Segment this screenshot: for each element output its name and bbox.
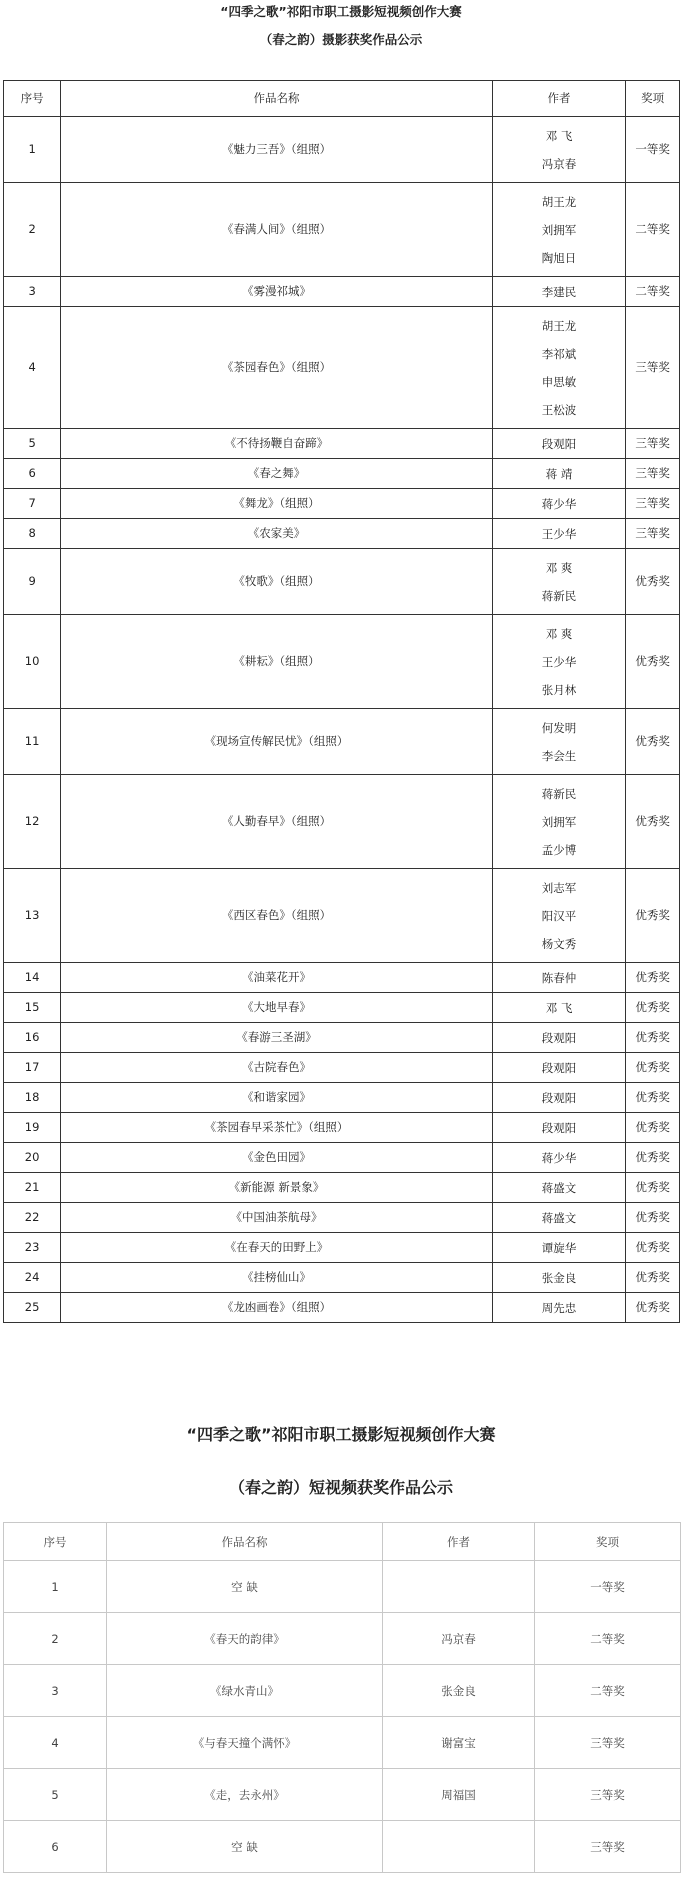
cell-award: 一等奖: [535, 1561, 681, 1613]
cell-no: 12: [4, 775, 61, 869]
cell-title: 《牧歌》（组照）: [61, 549, 493, 615]
cell-title: 《不待扬鞭自奋蹄》: [61, 429, 493, 459]
table-row: [4, 307, 680, 429]
table-header-row: [4, 81, 680, 117]
table-row: [4, 1821, 681, 1873]
cell-author: 周福国: [383, 1769, 535, 1821]
cell-title: 《西区春色》（组照）: [61, 869, 493, 963]
author-name: 蒋新民: [541, 588, 577, 603]
author-name: 邓 爽: [545, 560, 573, 575]
table-row: [4, 1173, 680, 1203]
header-award: 奖项: [626, 81, 680, 117]
cell-award: 优秀奖: [626, 993, 680, 1023]
cell-no: 15: [4, 993, 61, 1023]
cell-no: 14: [4, 963, 61, 993]
cell-no: 2: [4, 1613, 107, 1665]
author-name: 孟少博: [541, 842, 577, 857]
cell-award: 优秀奖: [626, 1053, 680, 1083]
author-name: 何发明: [541, 720, 577, 735]
cell-title: 《走，去永州》: [107, 1769, 383, 1821]
cell-no: 6: [4, 459, 61, 489]
cell-title: 空 缺: [107, 1821, 383, 1873]
cell-no: 6: [4, 1821, 107, 1873]
cell-no: 4: [4, 307, 61, 429]
table-row: [4, 615, 680, 709]
cell-award: 优秀奖: [626, 963, 680, 993]
author-name: 王少华: [541, 526, 577, 541]
cell-award: 三等奖: [626, 459, 680, 489]
author-name: 冯京春: [541, 156, 577, 171]
cell-award: 优秀奖: [626, 1023, 680, 1053]
author-name: 王松波: [541, 402, 577, 417]
cell-authors: [492, 489, 626, 519]
cell-no: 13: [4, 869, 61, 963]
cell-no: 1: [4, 1561, 107, 1613]
cell-author: 谢富宝: [383, 1717, 535, 1769]
table-row: [4, 869, 680, 963]
cell-authors: [492, 1143, 626, 1173]
cell-title: 《舞龙》（组照）: [61, 489, 493, 519]
cell-authors: [492, 709, 626, 775]
table-row: [4, 993, 680, 1023]
cell-authors: [492, 615, 626, 709]
cell-award: 优秀奖: [626, 869, 680, 963]
author-name: 蒋 靖: [545, 466, 573, 481]
table-row: [4, 489, 680, 519]
table-row: [4, 1263, 680, 1293]
cell-no: 16: [4, 1023, 61, 1053]
cell-award: 二等奖: [626, 183, 680, 277]
cell-no: 11: [4, 709, 61, 775]
cell-no: 21: [4, 1173, 61, 1203]
cell-award: 优秀奖: [626, 1143, 680, 1173]
table-header-row: [4, 1523, 681, 1561]
cell-award: 三等奖: [626, 489, 680, 519]
cell-title: 《在春天的田野上》: [61, 1233, 493, 1263]
table-row: [4, 1561, 681, 1613]
cell-award: 三等奖: [535, 1821, 681, 1873]
author-name: 陶旭日: [541, 250, 577, 265]
photo-awards-subtitle: （春之韵）摄影获奖作品公示: [259, 32, 423, 47]
cell-title: 《中国油茶航母》: [61, 1203, 493, 1233]
author-name: 段观阳: [541, 1120, 577, 1135]
cell-authors: [492, 1083, 626, 1113]
cell-title: 《春游三圣湖》: [61, 1023, 493, 1053]
cell-award: 三等奖: [626, 307, 680, 429]
cell-authors: [492, 1053, 626, 1083]
table-row: [4, 1113, 680, 1143]
cell-award: 优秀奖: [626, 1173, 680, 1203]
cell-author: [383, 1821, 535, 1873]
cell-title: 《春之舞》: [61, 459, 493, 489]
cell-authors: [492, 1233, 626, 1263]
author-name: 张月林: [541, 682, 577, 697]
author-name: 阳汉平: [541, 908, 577, 923]
table-row: [4, 459, 680, 489]
author-name: 邓 飞: [545, 128, 573, 143]
cell-award: 优秀奖: [626, 1293, 680, 1323]
table-row: [4, 1143, 680, 1173]
header-no: 序号: [4, 81, 61, 117]
header-author: 作者: [383, 1523, 535, 1561]
cell-no: 22: [4, 1203, 61, 1233]
cell-no: 18: [4, 1083, 61, 1113]
author-name: 陈春仲: [541, 970, 577, 985]
author-name: 蒋盛文: [541, 1210, 577, 1225]
cell-title: 《挂榜仙山》: [61, 1263, 493, 1293]
cell-title: 《和谐家园》: [61, 1083, 493, 1113]
cell-no: 5: [4, 1769, 107, 1821]
author-name: 周先忠: [541, 1300, 577, 1315]
table-row: [4, 277, 680, 307]
author-name: 胡王龙: [541, 194, 577, 209]
cell-award: 优秀奖: [626, 549, 680, 615]
table-row: [4, 1023, 680, 1053]
cell-authors: [492, 459, 626, 489]
author-name: 蒋少华: [541, 496, 577, 511]
author-name: 刘志军: [541, 880, 577, 895]
cell-title: 《耕耘》（组照）: [61, 615, 493, 709]
cell-title: 《现场宣传解民忧》（组照）: [61, 709, 493, 775]
table-row: [4, 709, 680, 775]
author-name: 王少华: [541, 654, 577, 669]
header-title: 作品名称: [107, 1523, 383, 1561]
photo-awards-table: [3, 80, 680, 1323]
author-name: 李建民: [541, 284, 577, 299]
cell-title: 《魅力三吾》（组照）: [61, 117, 493, 183]
cell-no: 7: [4, 489, 61, 519]
cell-no: 24: [4, 1263, 61, 1293]
table-row: [4, 1233, 680, 1263]
cell-no: 25: [4, 1293, 61, 1323]
cell-no: 17: [4, 1053, 61, 1083]
cell-award: 三等奖: [535, 1717, 681, 1769]
cell-authors: [492, 1113, 626, 1143]
header-title: 作品名称: [61, 81, 493, 117]
cell-award: 优秀奖: [626, 775, 680, 869]
cell-authors: [492, 549, 626, 615]
author-name: 谭旋华: [541, 1240, 577, 1255]
cell-title: 《春天的韵律》: [107, 1613, 383, 1665]
cell-title: 《古院春色》: [61, 1053, 493, 1083]
author-name: 杨文秀: [541, 936, 577, 951]
table-row: [4, 549, 680, 615]
cell-title: 《雾漫祁城》: [61, 277, 493, 307]
cell-no: 5: [4, 429, 61, 459]
table-row: [4, 1613, 681, 1665]
photo-awards-title: “四季之歌”祁阳市职工摄影短视频创作大赛: [220, 4, 462, 19]
table-row: [4, 1717, 681, 1769]
author-name: 张金良: [541, 1270, 577, 1285]
cell-award: 一等奖: [626, 117, 680, 183]
table-row: [4, 429, 680, 459]
cell-title: 《与春天撞个满怀》: [107, 1717, 383, 1769]
cell-authors: [492, 1263, 626, 1293]
table-row: [4, 1769, 681, 1821]
cell-award: 优秀奖: [626, 1113, 680, 1143]
cell-no: 19: [4, 1113, 61, 1143]
cell-award: 优秀奖: [626, 1083, 680, 1113]
cell-no: 3: [4, 277, 61, 307]
author-name: 胡王龙: [541, 318, 577, 333]
cell-authors: [492, 307, 626, 429]
cell-no: 23: [4, 1233, 61, 1263]
cell-authors: [492, 117, 626, 183]
cell-authors: [492, 869, 626, 963]
cell-award: 优秀奖: [626, 1233, 680, 1263]
video-awards-table: [3, 1522, 681, 1873]
cell-award: 优秀奖: [626, 709, 680, 775]
author-name: 刘拥军: [541, 814, 577, 829]
cell-title: 《绿水青山》: [107, 1665, 383, 1717]
table-row: [4, 117, 680, 183]
author-name: 段观阳: [541, 1060, 577, 1075]
author-name: 邓 爽: [545, 626, 573, 641]
table-row: [4, 1665, 681, 1717]
cell-award: 二等奖: [626, 277, 680, 307]
cell-authors: [492, 1203, 626, 1233]
table-row: [4, 519, 680, 549]
cell-no: 4: [4, 1717, 107, 1769]
photo-awards-body: [4, 117, 680, 1323]
cell-authors: [492, 993, 626, 1023]
cell-award: 二等奖: [535, 1665, 681, 1717]
cell-no: 2: [4, 183, 61, 277]
cell-authors: [492, 183, 626, 277]
video-awards-subtitle: （春之韵）短视频获奖作品公示: [228, 1478, 453, 1497]
table-row: [4, 1293, 680, 1323]
author-name: 段观阳: [541, 1090, 577, 1105]
author-name: 蒋新民: [541, 786, 577, 801]
cell-title: 《金色田园》: [61, 1143, 493, 1173]
cell-title: 《农家美》: [61, 519, 493, 549]
cell-title: 空 缺: [107, 1561, 383, 1613]
cell-title: 《大地早春》: [61, 993, 493, 1023]
cell-title: 《茶园春色》（组照）: [61, 307, 493, 429]
table-row: [4, 775, 680, 869]
cell-award: 二等奖: [535, 1613, 681, 1665]
cell-title: 《茶园春早采茶忙》（组照）: [61, 1113, 493, 1143]
cell-no: 1: [4, 117, 61, 183]
cell-authors: [492, 1173, 626, 1203]
cell-authors: [492, 429, 626, 459]
cell-title: 《人勤春早》（组照）: [61, 775, 493, 869]
video-awards-title: “四季之歌”祁阳市职工摄影短视频创作大赛: [186, 1425, 496, 1444]
video-awards-body: [4, 1561, 681, 1873]
cell-author: 冯京春: [383, 1613, 535, 1665]
table-row: [4, 1203, 680, 1233]
cell-no: 3: [4, 1665, 107, 1717]
author-name: 蒋盛文: [541, 1180, 577, 1195]
table-row: [4, 963, 680, 993]
author-name: 段观阳: [541, 1030, 577, 1045]
cell-award: 三等奖: [535, 1769, 681, 1821]
table-row: [4, 1053, 680, 1083]
author-name: 李会生: [541, 748, 577, 763]
cell-authors: [492, 519, 626, 549]
cell-authors: [492, 1023, 626, 1053]
cell-award: 优秀奖: [626, 1203, 680, 1233]
cell-title: 《龙凼画卷》（组照）: [61, 1293, 493, 1323]
author-name: 段观阳: [541, 436, 577, 451]
header-no: 序号: [4, 1523, 107, 1561]
cell-author: [383, 1561, 535, 1613]
cell-title: 《油菜花开》: [61, 963, 493, 993]
author-name: 申思敏: [541, 374, 577, 389]
author-name: 蒋少华: [541, 1150, 577, 1165]
header-award: 奖项: [535, 1523, 681, 1561]
table-row: [4, 183, 680, 277]
cell-award: 优秀奖: [626, 615, 680, 709]
cell-award: 三等奖: [626, 519, 680, 549]
cell-no: 20: [4, 1143, 61, 1173]
author-name: 邓 飞: [545, 1000, 573, 1015]
cell-authors: [492, 963, 626, 993]
cell-no: 8: [4, 519, 61, 549]
cell-authors: [492, 277, 626, 307]
author-name: 刘拥军: [541, 222, 577, 237]
cell-authors: [492, 775, 626, 869]
cell-title: 《春满人间》（组照）: [61, 183, 493, 277]
cell-title: 《新能源 新景象》: [61, 1173, 493, 1203]
cell-award: 三等奖: [626, 429, 680, 459]
table-row: [4, 1083, 680, 1113]
header-author: 作者: [492, 81, 626, 117]
cell-no: 10: [4, 615, 61, 709]
cell-no: 9: [4, 549, 61, 615]
cell-authors: [492, 1293, 626, 1323]
cell-author: 张金良: [383, 1665, 535, 1717]
author-name: 李祁斌: [541, 346, 577, 361]
cell-award: 优秀奖: [626, 1263, 680, 1293]
